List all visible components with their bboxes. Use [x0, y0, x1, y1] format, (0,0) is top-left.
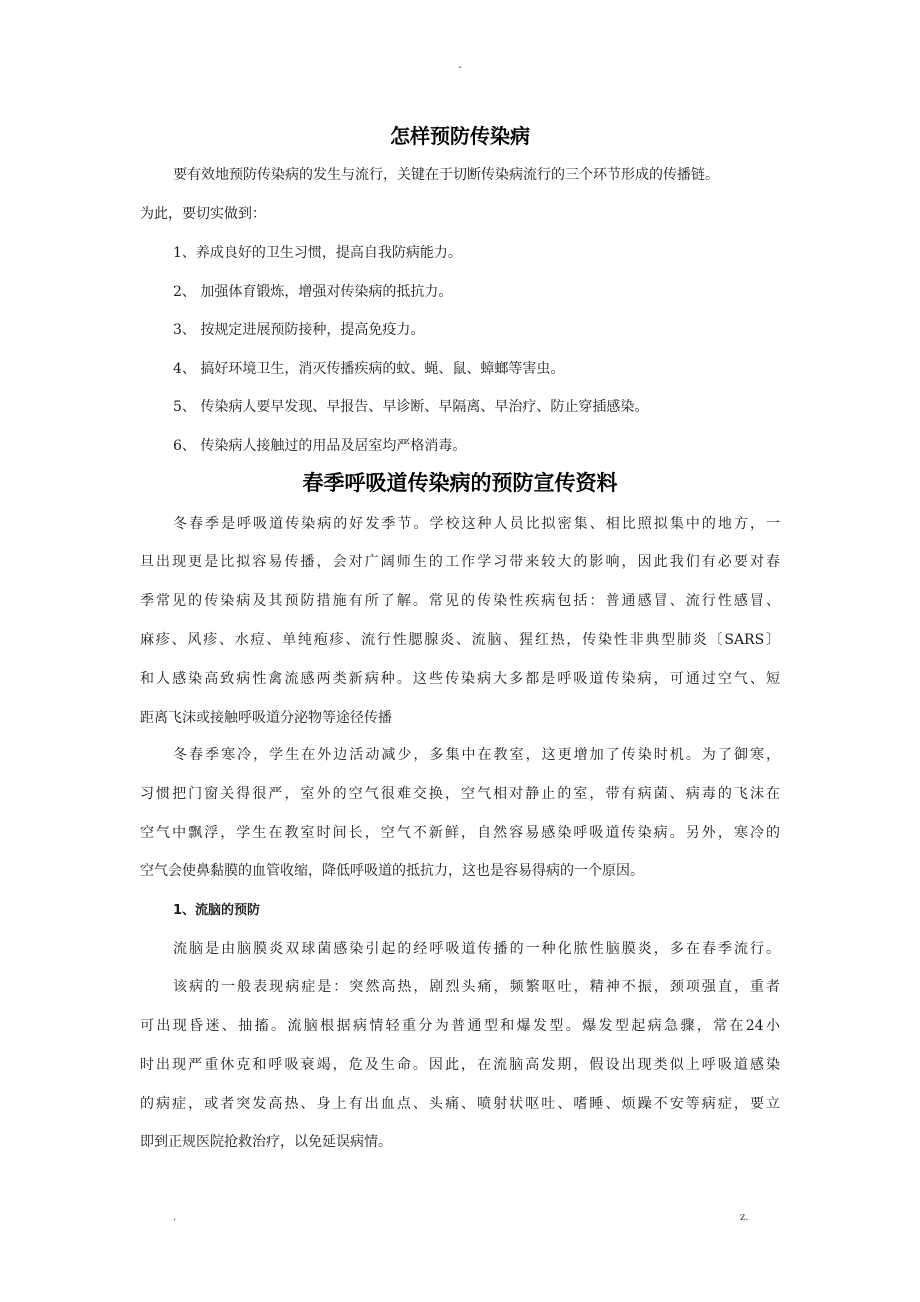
section2-para2-line-4: 空气会使鼻黏膜的血管收缩，降低呼吸道的抵抗力，这也是容易得病的一个原因。 [140, 863, 644, 879]
section2-para4-line-3: 时出现严重休克和呼吸衰竭，危及生命。因此，在流脑高发期，假设出现类似上呼吸道感染 [140, 1057, 780, 1073]
section2-para2-line-1: 冬春季寒冷，学生在外边活动减少，多集中在教室，这更增加了传染时机。为了御寒， [173, 747, 780, 763]
footer-left-mark: . [173, 1212, 177, 1223]
section2-para4-line-5: 即到正规医院抢救治疗，以免延误病情。 [140, 1134, 392, 1150]
section2-para1-line-2: 旦出现更是比拟容易传播，会对广阔师生的工作学习带来较大的影响，因此我们有必要对春 [140, 554, 780, 570]
section2-para1-line-5: 和人感染高致病性禽流感两类新病种。这些传染病大多都是呼吸道传染病，可通过空气、短 [140, 671, 780, 687]
section1-item-6: 6、 传染病人接触过的用品及居室均严格消毒。 [173, 438, 467, 454]
section1-item-2: 2、 加强体育锻炼，增强对传染病的抵抗力。 [173, 284, 453, 300]
section2-para4-line-2: 可出现昏迷、抽搐。流脑根据病情轻重分为普通型和爆发型。爆发型起病急骤，常在24小 [140, 1018, 780, 1034]
section2-para3-line-1: 流脑是由脑膜炎双球菌感染引起的经呼吸道传播的一种化脓性脑膜炎，多在春季流行。 [173, 941, 780, 957]
section1-item-5: 5、 传染病人要早发现、早报告、早诊断、早隔离、早治疗、防止穿插感染。 [173, 399, 649, 415]
section2-para1-line-4: 麻疹、风疹、水痘、单纯疱疹、流行性腮腺炎、流脑、猩红热，传染性非典型肺炎〔SARS〕 [140, 632, 780, 648]
section1-item-1: 1、养成良好的卫生习惯，提高自我防病能力。 [173, 245, 462, 261]
section1-title: 怎样预防传染病 [390, 124, 530, 148]
section2-para2-line-2: 习惯把门窗关得很严，室外的空气很难交换，空气相对静止的室，带有病菌、病毒的飞沫在 [140, 786, 780, 802]
section2-title: 春季呼吸道传染病的预防宣传资料 [302, 471, 618, 495]
footer-right-mark: z. [740, 1212, 749, 1223]
section2-para2-line-3: 空气中飘浮，学生在教室时间长，空气不新鲜，自然容易感染呼吸道传染病。另外，寒冷的 [140, 825, 780, 841]
header-mark: - [458, 62, 462, 73]
section1-intro-line-2: 为此，要切实做到： [140, 206, 266, 222]
section2-para4-line-1: 该病的一般表现病症是：突然高热，剧烈头痛，频繁呕吐，精神不振，颈项强直，重者 [173, 979, 780, 995]
section2-para1-line-6: 距离飞沫或接触呼吸道分泌物等途径传播 [140, 710, 392, 726]
section1-intro-line-1: 要有效地预防传染病的发生与流行，关键在于切断传染病流行的三个环节形成的传播链。 [173, 167, 719, 183]
section2-para4-line-4: 的病症，或者突发高热、身上有出血点、头痛、喷射状呕吐、嗜睡、烦躁不安等病症，要立 [140, 1096, 780, 1112]
section2-para1-line-1: 冬春季是呼吸道传染病的好发季节。学校这种人员比拟密集、相比照拟集中的地方，一 [173, 516, 780, 532]
section2-para1-line-3: 季常见的传染病及其预防措施有所了解。常见的传染性疾病包括：普通感冒、流行性感冒、 [140, 593, 780, 609]
subheading-meningitis: 1、流脑的预防 [173, 903, 261, 918]
section1-item-4: 4、 搞好环境卫生，消灭传播疾病的蚊、蝇、鼠、蟑螂等害虫。 [173, 361, 565, 377]
section1-item-3: 3、 按规定进展预防接种，提高免疫力。 [173, 322, 425, 338]
